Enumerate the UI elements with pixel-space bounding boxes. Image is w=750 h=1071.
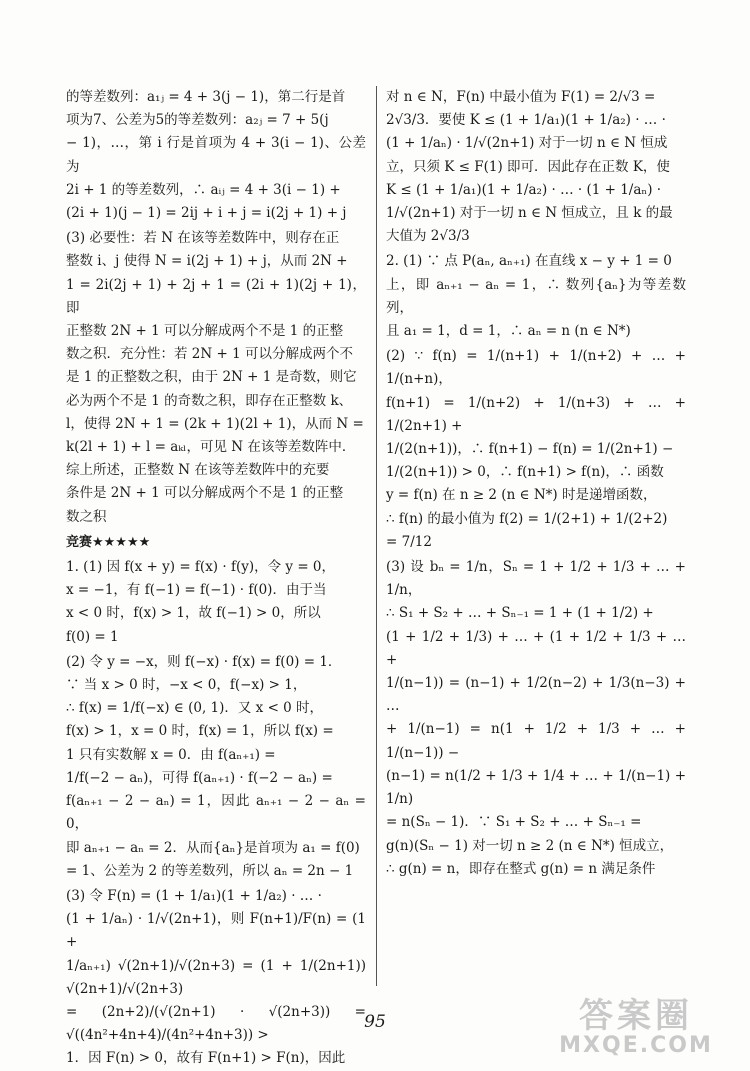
text-line: 项为7、公差为5的等差数列：a₂ⱼ = 7 + 5(j — [66, 112, 329, 129]
text-line: 综上所述，正整数 N 在该等差数阵中的充要 — [66, 462, 330, 479]
text-line: f(n+1) = 1/(n+2) + 1/(n+3) + … + 1/(2n+1) + — [386, 394, 686, 434]
text-line: K ≤ (1 + 1/a₁)(1 + 1/a₂) · … · (1 + 1/aₙ) · — [386, 181, 662, 198]
text-line: f(aₙ₊₁ − 2 − aₙ) = 1，因此 aₙ₊₁ − 2 − aₙ = 0， — [66, 793, 366, 833]
section-heading: 竞赛★★★★★ — [66, 534, 151, 550]
text-line: ∴ g(n) = n，即存在整式 g(n) = n 满足条件 — [386, 860, 656, 877]
text-line: ∴ f(n) 的最小值为 f(2) = 1/(2+1) + 1/(2+2) — [386, 510, 668, 527]
text-line: (3) 必要性：若 N 在该等差数阵中，则存在正 — [66, 230, 340, 247]
text-line: 必为两个不是 1 的奇数之积，即存在正整数 k、 — [66, 392, 353, 409]
text-line: ∵ 当 x > 0 时，−x < 0，f(−x) > 1， — [66, 677, 307, 694]
text-line: 1/(2(n+1)) > 0，∴ f(n+1) > f(n)，∴ 函数 — [386, 464, 664, 481]
text-line: k(2l + 1) + l = aₖₗ，可见 N 在该等差数阵中． — [66, 439, 356, 456]
left-section-a — [66, 86, 366, 225]
text-line: 数之积．充分性：若 2N + 1 可以分解成两个不 — [66, 346, 353, 363]
text-line: 1．因 F(n) > 0，故有 F(n+1) > F(n)，因此 — [66, 1050, 346, 1067]
text-line: (2) ∵ f(n) = 1/(n+1) + 1/(n+2) + … + 1/(n+n)， — [386, 348, 686, 388]
text-line: = n(Sₙ − 1)．∵ S₁ + S₂ + … + Sₙ₋₁ = — [386, 814, 642, 831]
text-line: x = −1，有 f(−1) = f(−1) · f(0)．由于当 — [66, 582, 327, 599]
text-line: 1. (1) 因 f(x + y) = f(x) · f(y)，令 y = 0， — [66, 559, 336, 576]
left-section-b — [66, 227, 366, 529]
text-line: l，使得 2N + 1 = (2k + 1)(2l + 1)，从而 N = — [66, 415, 364, 432]
text-line: x < 0 时，f(x) > 1，故 f(−1) > 0，所以 — [66, 605, 321, 622]
text-line: 1/f(−2 − aₙ)，可得 f(aₙ₊₁) · f(−2 − aₙ) = — [66, 769, 333, 786]
left-section-c — [66, 556, 366, 649]
left-section-e — [66, 885, 366, 1071]
right-section-d — [386, 556, 686, 881]
text-line: 条件是 2N + 1 可以分解成两个不是 1 的正整 — [66, 485, 344, 502]
text-line: 1 = 2i(2j + 1) + 2j + 1 = (2i + 1)(2j + 1)，即 — [66, 276, 366, 316]
text-line: (3) 令 F(n) = (1 + 1/a₁)(1 + 1/a₂) · … · — [66, 887, 322, 904]
text-line: (1 + 1/2 + 1/3) + … + (1 + 1/2 + 1/3 + … + — [386, 628, 686, 668]
right-section-b — [386, 250, 686, 343]
text-line: (1 + 1/aₙ) · 1/√(2n+1) 对于一切 n ∈ N 恒成 — [386, 135, 668, 152]
text-line: 1/√(2n+1) 对于一切 n ∈ N 恒成立，且 k 的最 — [386, 205, 673, 222]
watermark-url: MXQE.COM — [559, 1033, 713, 1058]
right-section-c — [386, 345, 686, 554]
text-line: = 1、公差为 2 的等差数列，所以 aₙ = 2n − 1 — [66, 862, 354, 879]
text-line: 2. (1) ∵ 点 P(aₙ, aₙ₊₁) 在直线 x − y + 1 = 0 — [386, 253, 672, 270]
text-line: f(0) = 1 — [66, 628, 119, 645]
watermark-logo-text: 答案圈 — [579, 996, 693, 1036]
text-line: 2√3/3．要使 K ≤ (1 + 1/a₁)(1 + 1/a₂) · … · — [386, 112, 666, 129]
text-line: 大值为 2√3/3 — [386, 228, 470, 245]
text-line: (1 + 1/aₙ) · 1/√(2n+1)，则 F(n+1)/F(n) = (1 + — [66, 911, 366, 951]
text-line: 1 只有实数解 x = 0．由 f(aₙ₊₁) = — [66, 746, 276, 763]
text-line: 是 1 的正整数之积，由于 2N + 1 是奇数，则它 — [66, 369, 357, 386]
text-line: f(x) > 1，x = 0 时，f(x) = 1，所以 f(x) = — [66, 723, 334, 740]
text-line: 且 a₁ = 1，d = 1，∴ aₙ = n (n ∈ N*) — [386, 323, 631, 340]
text-line: 数之积 — [66, 508, 107, 525]
right-section-a — [386, 86, 686, 248]
text-line: + 1/(n−1) = n(1 + 1/2 + 1/3 + … + 1/(n−1)) − — [386, 721, 686, 761]
text-line: 整数 i、j 使得 N = i(2j + 1) + j，从而 2N + — [66, 253, 348, 270]
text-line: g(n)(Sₙ − 1) 对一切 n ≥ 2 (n ∈ N*) 恒成立， — [386, 837, 674, 854]
right-column — [386, 84, 686, 881]
page-number: 95 — [364, 1012, 386, 1032]
text-line: − 1)，…，第 i 行是首项为 4 + 3(i − 1)、公差为 — [66, 135, 366, 175]
text-line: 2i + 1 的等差数列，∴ aᵢⱼ = 4 + 3(i − 1) + — [66, 181, 341, 198]
left-column — [66, 84, 366, 1071]
text-line: = (2n+2)/(√(2n+1) · √(2n+3)) = √((4n²+4n+4)/(4n²+4n+3)) > — [66, 1003, 366, 1044]
text-line: 1/(n−1)) = (n−1) + 1/2(n−2) + 1/3(n−3) + … — [386, 675, 686, 715]
text-line: (2) 令 y = −x，则 f(−x) · f(x) = f(0) = 1． — [66, 653, 342, 670]
text-line: ∴ S₁ + S₂ + … + Sₙ₋₁ = 1 + (1 + 1/2) + — [386, 605, 654, 622]
text-line: = 7/12 — [386, 533, 432, 550]
text-line: (3) 设 bₙ = 1/n，Sₙ = 1 + 1/2 + 1/3 + … + 1/n， — [386, 559, 686, 599]
text-line: 1/(2(n+1))，∴ f(n+1) − f(n) = 1/(2n+1) − — [386, 441, 674, 458]
text-line: 即 aₙ₊₁ − aₙ = 2．从而{aₙ}是首项为 a₁ = f(0) — [66, 839, 360, 856]
text-line: 1/aₙ₊₁) √(2n+1)/√(2n+3) = (1 + 1/(2n+1)) √(2n+1)/√(2n+3) — [66, 957, 366, 997]
left-section-d — [66, 651, 366, 883]
text-line: y = f(n) 在 n ≥ 2 (n ∈ N*) 时是递增函数， — [386, 487, 657, 504]
text-line: (n−1) = n(1/2 + 1/3 + 1/4 + … + 1/(n−1) + 1/n) — [386, 767, 686, 808]
text-line: (2i + 1)(j − 1) = 2ij + i + j = i(2j + 1) + j — [66, 205, 347, 222]
column-divider — [376, 86, 377, 986]
text-line: 上，即 aₙ₊₁ − aₙ = 1，∴ 数列{aₙ}为等差数列， — [386, 276, 686, 316]
text-line: ∴ f(x) = 1/f(−x) ∈ (0, 1)．又 x < 0 时， — [66, 700, 324, 717]
text-line: 正整数 2N + 1 可以分解成两个不是 1 的正整 — [66, 323, 344, 340]
text-line: 立，只须 K ≤ F(1) 即可．因此存在正数 K，使 — [386, 158, 670, 175]
site-watermark — [536, 998, 736, 1060]
text-line: 对 n ∈ N，F(n) 中最小值为 F(1) = 2/√3 = — [386, 89, 656, 105]
text-line: 的等差数列：a₁ⱼ = 4 + 3(j − 1)，第二行是首 — [66, 89, 346, 105]
